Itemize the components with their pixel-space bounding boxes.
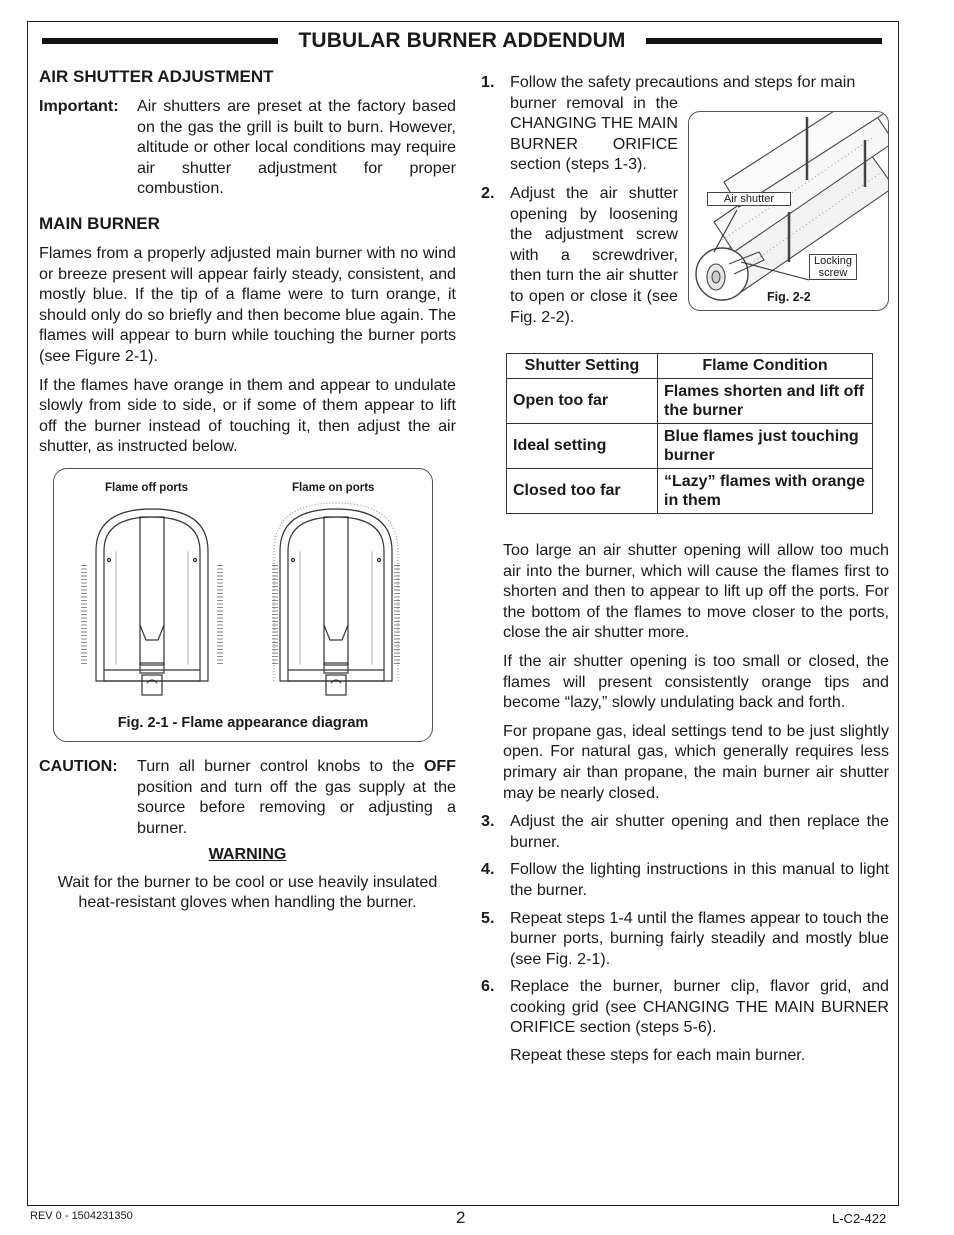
- right-para2: If the air shutter opening is too small or closed, the flames will present consistently orange tips and become “lazy,” slowly undulating back and forth.: [503, 651, 889, 712]
- step-6-text: Replace the burner, burner clip, flavor grid, and cooking grid (see CHANGING THE MAIN BURNER ORIFICE section (steps 5-6).: [510, 977, 889, 1037]
- step-4-text: Follow the lighting instructions in this manual to light the burner.: [510, 860, 889, 899]
- caution-note: [39, 756, 456, 838]
- main-burner-para2: If the flames have orange in them and appear to undulate slowly from side to side, or if some of them appear to lift off the burner instead of touching it, then adjust the air shutter, as instructed below.: [39, 375, 456, 456]
- main-burner-para1: Flames from a properly adjusted main burner with no wind or breeze present will appear fairly steady, consistent, and mostly blue. If the tip of a flame were to turn orange, it should only do so briefly and then become blue again. The flames will appear to burn while touching the burner ports (see Figure 2-1).: [39, 243, 456, 365]
- step-3: [481, 811, 889, 852]
- caution-text-after: position and turn off the gas supply at the source before removing or adjusting a burner.: [137, 777, 456, 837]
- title-rule-right: [646, 38, 882, 44]
- locking-label-line1: Locking: [814, 255, 852, 267]
- step-6-number: 6.: [481, 977, 495, 996]
- step-1-remaining: burner removal in the CHANGING THE MAIN BURNER ORIFICE section (steps 1-3).: [510, 93, 678, 174]
- important-text: Air shutters are preset at the factory based on the gas the grill is built to burn. However, altitude or other local conditions may require air shutter adjustment for proper combustion.: [137, 97, 456, 198]
- air-shutter-illustration: [689, 112, 889, 311]
- step-5-number: 5.: [481, 908, 495, 927]
- step-4-number: 4.: [481, 860, 495, 879]
- flame-appearance-figure: [53, 468, 433, 742]
- locking-label-line2: screw: [818, 267, 848, 279]
- air-shutter-label: Air shutter: [707, 192, 791, 206]
- table-cell: Open too far: [507, 379, 658, 424]
- air-shutter-heading: AIR SHUTTER ADJUSTMENT: [39, 67, 274, 86]
- locking-screw-label: [809, 254, 857, 280]
- caution-text-before: Turn all burner control knobs to the: [137, 756, 424, 775]
- fig2-caption: Fig. 2-2: [767, 290, 811, 304]
- step-2-text: Adjust the air shutter opening by loosening the adjustment screw with a screwdriver, then turn the air shutter to open or close it (see Fig. 2-2).: [510, 183, 678, 326]
- table-cell: Blue flames just touching burner: [658, 424, 873, 469]
- right-para1: Too large an air shutter opening will allow too much air into the burner, which will cause the flames first to shorten and then to appear to lift up off the ports. For the bottom of the flames to move closer to the ports, close the air shutter more.: [503, 541, 889, 642]
- step-3-text: Adjust the air shutter opening and then replace the burner.: [510, 812, 889, 851]
- main-burner-heading: MAIN BURNER: [39, 213, 160, 233]
- warning-text: Wait for the burner to be cool or use heavily insulated heat-resistant gloves when handling the burner.: [57, 872, 438, 912]
- step-1-number: 1.: [481, 73, 495, 91]
- flame-on-ports-label: Flame on ports: [292, 481, 375, 494]
- caution-label: CAUTION:: [39, 756, 118, 775]
- burner-diagrams: [54, 495, 430, 735]
- title-rule-left: [42, 38, 278, 44]
- left-column: [39, 66, 456, 913]
- table-header-condition: Flame Condition: [658, 354, 873, 379]
- table-header-setting: Shutter Setting: [507, 354, 658, 379]
- caution-off-word: OFF: [423, 756, 456, 775]
- step-1-line-1: Follow the safety precautions and steps for main: [510, 73, 856, 91]
- footer-page-number: 2: [456, 1208, 466, 1227]
- flame-off-ports-label: Flame off ports: [105, 481, 189, 494]
- right-column-lower: [481, 540, 889, 1074]
- warning-heading: WARNING: [208, 845, 287, 864]
- step-4: [481, 859, 889, 900]
- table-row: [507, 469, 873, 514]
- right-para3: For propane gas, ideal settings tend to be just slightly open. For natural gas, which generally requires less primary air than propane, the main burner air shutter may be nearly closed.: [503, 721, 889, 802]
- burner-flame-off-ports: [84, 509, 220, 695]
- step-2-number: 2.: [481, 183, 495, 202]
- footer-revision: REV 0 - 1504231350: [30, 1210, 133, 1222]
- table-row: [507, 379, 873, 424]
- table-cell: Closed too far: [507, 469, 658, 514]
- step-5-text: Repeat steps 1-4 until the flames appear to touch the burner ports, burning fairly steadily and mostly blue (see Fig. 2-1).: [510, 908, 889, 968]
- fig1-caption: Fig. 2-1 - Flame appearance diagram: [117, 715, 369, 732]
- table-cell: Ideal setting: [507, 424, 658, 469]
- air-shutter-figure: [688, 111, 889, 311]
- step-3-number: 3.: [481, 812, 495, 831]
- page-title: TUBULAR BURNER ADDENDUM: [298, 29, 626, 52]
- step-5: [481, 908, 889, 970]
- table-cell: “Lazy” flames with orange in them: [658, 469, 873, 514]
- footer-doc-code: L-C2-422: [832, 1211, 887, 1226]
- important-note: [39, 96, 456, 199]
- table-cell: Flames shorten and lift off the burner: [658, 379, 873, 424]
- burner-flame-on-ports: [274, 503, 398, 695]
- table-header-row: [507, 354, 873, 379]
- final-note: Repeat these steps for each main burner.: [510, 1046, 806, 1065]
- table-row: [507, 424, 873, 469]
- caution-text: [137, 756, 456, 838]
- flame-condition-table: [506, 353, 873, 514]
- important-label: Important:: [39, 97, 119, 115]
- step-6: [481, 976, 889, 1038]
